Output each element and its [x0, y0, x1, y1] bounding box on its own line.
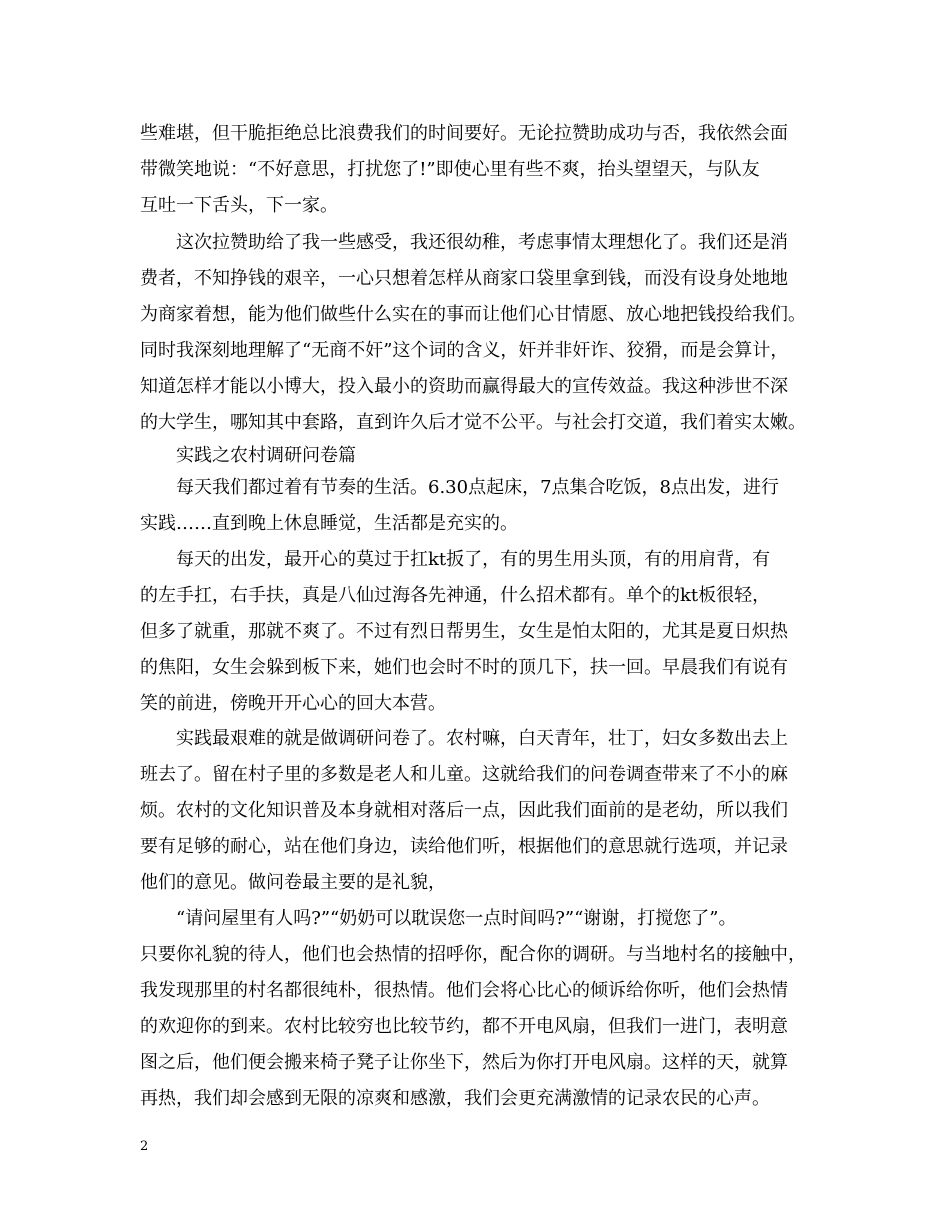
text-line: 班去了。留在村子里的多数是老人和儿童。这就给我们的问卷调查带来了不小的麻	[140, 764, 788, 785]
text-line: 互吐一下舌头，下一家。	[140, 195, 338, 216]
text-line: 再热，我们却会感到无限的凉爽和感激，我们会更充满激情的记录农民的心声。	[140, 1088, 770, 1109]
text-line: 实践……直到晚上休息睡觉，生活都是充实的。	[140, 513, 518, 534]
text-line: 些难堪，但干脆拒绝总比浪费我们的时间要好。无论拉赞助成功与否，我依然会面	[140, 123, 788, 144]
text-line: 烦。农村的文化知识普及本身就相对落后一点，因此我们面前的是老幼，所以我们	[140, 800, 788, 821]
text-line: 同时我深刻地理解了“无商不奸”这个词的含义，奸并非奸诈、狡猾，而是会算计，	[140, 340, 789, 361]
text-line: 费者，不知挣钱的艰辛，一心只想着怎样从商家口袋里拿到钱，而没有设身处地地	[140, 268, 788, 289]
text-line: 但多了就重，那就不爽了。不过有烈日帮男生，女生是怕太阳的，尤其是夏日炽热	[140, 621, 788, 642]
text-line: 这次拉赞助给了我一些感受，我还很幼稚，考虑事情太理想化了。我们还是消	[176, 232, 788, 253]
text-line: 笑的前进，傍晚开开心心的回大本营。	[140, 693, 446, 714]
text-line: 只要你礼貌的待人，他们也会热情的招呼你，配合你的调研。与当地村名的接触中，	[140, 944, 806, 965]
text-line: 带微笑地说：“不好意思，打扰您了!”即使心里有些不爽，抬头望望天，与队友	[140, 159, 760, 180]
page-number: 2	[140, 1139, 149, 1154]
text-line: 要有足够的耐心，站在他们身边，读给他们听，根据他们的意思就行选项，并记录	[140, 836, 788, 857]
text-line: 图之后，他们便会搬来椅子凳子让你坐下，然后为你打开电风扇。这样的天，就算	[140, 1052, 788, 1073]
text-line: 的欢迎你的到来。农村比较穷也比较节约，都不开电风扇，但我们一进门，表明意	[140, 1016, 788, 1037]
text-line: 知道怎样才能以小博大，投入最小的资助而赢得最大的宣传效益。我这种涉世不深	[140, 376, 788, 397]
text-line: “请问屋里有人吗?”“奶奶可以耽误您一点时间吗?”“谢谢，打搅您了”。	[176, 908, 737, 929]
text-line: 的焦阳，女生会躲到板下来，她们也会时不时的顶几下，扶一回。早晨我们有说有	[140, 657, 788, 678]
section-heading: 实践之农村调研问卷篇	[176, 445, 356, 466]
text-line: 每天的出发，最开心的莫过于扛kt扳了，有的男生用头顶，有的用肩背，有	[176, 549, 771, 570]
text-line: 他们的意见。做问卷最主要的是礼貌，	[140, 872, 446, 893]
text-line: 的大学生，哪知其中套路，直到许久后才觉不公平。与社会打交道，我们着实太嫩。	[140, 412, 806, 433]
text-line: 的左手扛，右手扶，真是八仙过海各先神通，什么招术都有。单个的kt板很轻，	[140, 585, 771, 606]
text-line: 实践最艰难的就是做调研问卷了。农村嘛，白天青年，壮丁，妇女多数出去上	[176, 728, 788, 749]
text-line: 每天我们都过着有节奏的生活。6.30点起床，7点集合吃饭，8点出发，进行	[176, 477, 779, 498]
text-line: 我发现那里的村名都很纯朴，很热情。他们会将心比心的倾诉给你听，他们会热情	[140, 980, 788, 1001]
text-line: 为商家着想，能为他们做些什么实在的事而让他们心甘情愿、放心地把钱投给我们。	[140, 304, 806, 325]
